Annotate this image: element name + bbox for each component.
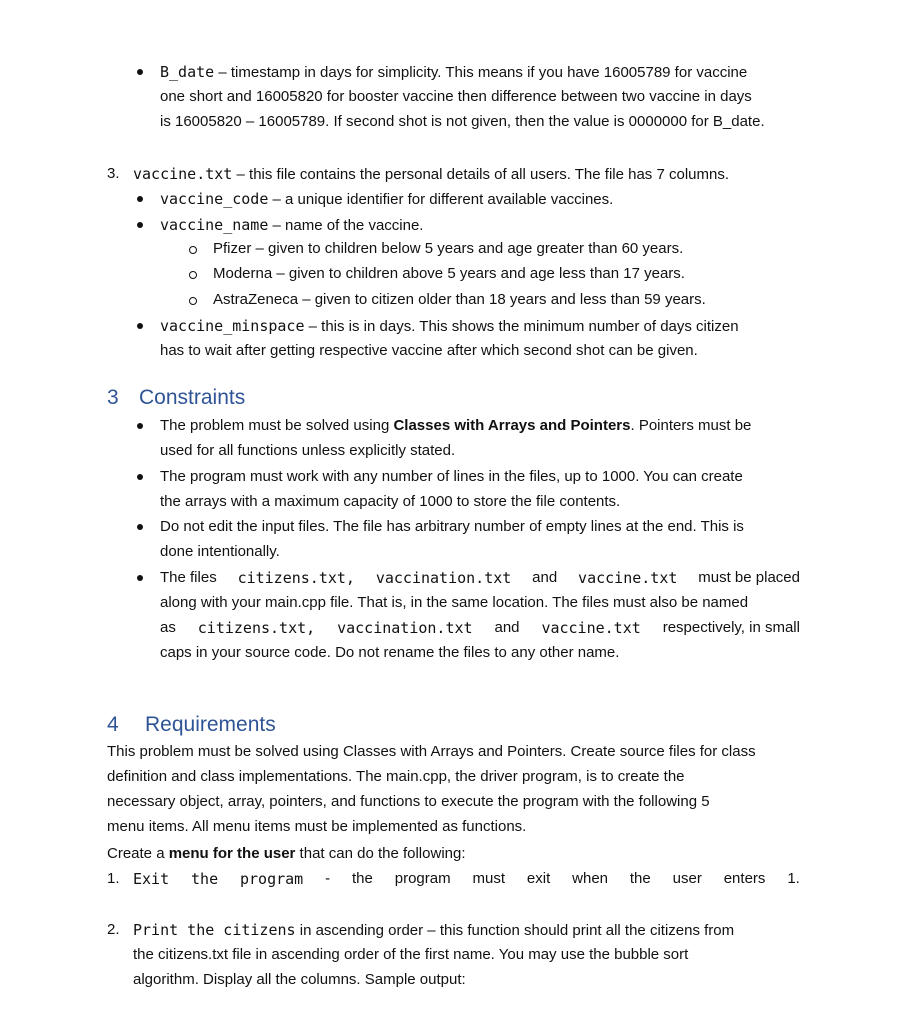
heading-constraints: 3 Constraints: [107, 386, 246, 409]
menu-item-1-number: 1.: [107, 870, 120, 887]
bullet-dot: [137, 575, 143, 581]
requirements-para-line-3: necessary object, array, pointers, and functions to execute the program with the following 5: [107, 793, 710, 810]
bullet-dot: [137, 423, 143, 429]
bullet-dot: [137, 323, 143, 329]
menu-item-2-line-1: Print the citizens in ascending order – this function should print all the citizens from: [133, 921, 735, 939]
bdate-line-3: is 16005820 – 16005789. If second shot is not given, then the value is 0000000 for B_date.: [160, 113, 765, 130]
menu-item-1: Exit the program - the program must exit when the user enters 1.: [133, 870, 800, 888]
menu-intro: Create a menu for the user that can do the following:: [107, 845, 466, 862]
hollow-bullet: [189, 297, 197, 305]
hollow-bullet: [189, 271, 197, 279]
constraint-1-line-2: used for all functions unless explicitly stated.: [160, 442, 456, 459]
sub-item-moderna: Moderna – given to children above 5 years and age less than 17 years.: [213, 265, 685, 282]
vaccine-code-line: vaccine_code – a unique identifier for different available vaccines.: [160, 190, 614, 208]
bdate-line-1: B_date – timestamp in days for simplicity. This means if you have 16005789 for vaccine: [160, 63, 748, 81]
constraint-4-line-1: The files citizens.txt, vaccination.txt and vaccine.txt must be placed: [160, 569, 800, 587]
vaccine-minspace-line-2: has to wait after getting respective vaccine after which second shot can be given.: [160, 342, 698, 359]
menu-item-2-line-2: the citizens.txt file in ascending order of the first name. You may use the bubble sort: [133, 946, 689, 963]
vaccine-minspace-line-1: vaccine_minspace – this is in days. This shows the minimum number of days citizen: [160, 317, 739, 335]
constraint-4-line-3: as citizens.txt, vaccination.txt and vaccine.txt respectively, in small: [160, 619, 800, 637]
bullet-dot: [137, 524, 143, 530]
constraint-4-line-2: along with your main.cpp file. That is, in the same location. The files must also be named: [160, 594, 749, 611]
requirements-para-line-2: definition and class implementations. The main.cpp, the driver program, is to create the: [107, 768, 685, 785]
menu-item-2-number: 2.: [107, 921, 120, 938]
requirements-para-line-4: menu items. All menu items must be implemented as functions.: [107, 818, 527, 835]
heading-requirements: 4 Requirements: [107, 713, 276, 736]
item-3-number: 3.: [107, 165, 120, 182]
constraint-3-line-1: Do not edit the input files. The file has arbitrary number of empty lines at the end. This is: [160, 518, 744, 535]
bullet-dot: [137, 222, 143, 228]
bullet-dot: [137, 69, 143, 75]
constraint-4-line-4: caps in your source code. Do not rename the files to any other name.: [160, 644, 620, 661]
bdate-line-2: one short and 16005820 for booster vaccine then difference between two vaccine in days: [160, 88, 752, 105]
vaccine-name-line: vaccine_name – name of the vaccine.: [160, 216, 424, 234]
item-3-line: vaccine.txt – this file contains the personal details of all users. The file has 7 columns.: [133, 165, 729, 183]
sub-item-astrazeneca: AstraZeneca – given to citizen older than 18 years and less than 59 years.: [213, 291, 706, 308]
constraint-2-line-2: the arrays with a maximum capacity of 1000 to store the file contents.: [160, 493, 621, 510]
sub-item-pfizer: Pfizer – given to children below 5 years and age greater than 60 years.: [213, 240, 684, 257]
bullet-dot: [137, 474, 143, 480]
constraint-2-line-1: The program must work with any number of lines in the files, up to 1000. You can create: [160, 468, 743, 485]
hollow-bullet: [189, 246, 197, 254]
constraint-1-line-1: The problem must be solved using Classes with Arrays and Pointers. Pointers must be: [160, 417, 752, 434]
requirements-para-line-1: This problem must be solved using Classes with Arrays and Pointers. Create source files for class: [107, 743, 756, 760]
constraint-3-line-2: done intentionally.: [160, 543, 280, 560]
bullet-dot: [137, 196, 143, 202]
menu-item-2-line-3: algorithm. Display all the columns. Sample output:: [133, 971, 466, 988]
